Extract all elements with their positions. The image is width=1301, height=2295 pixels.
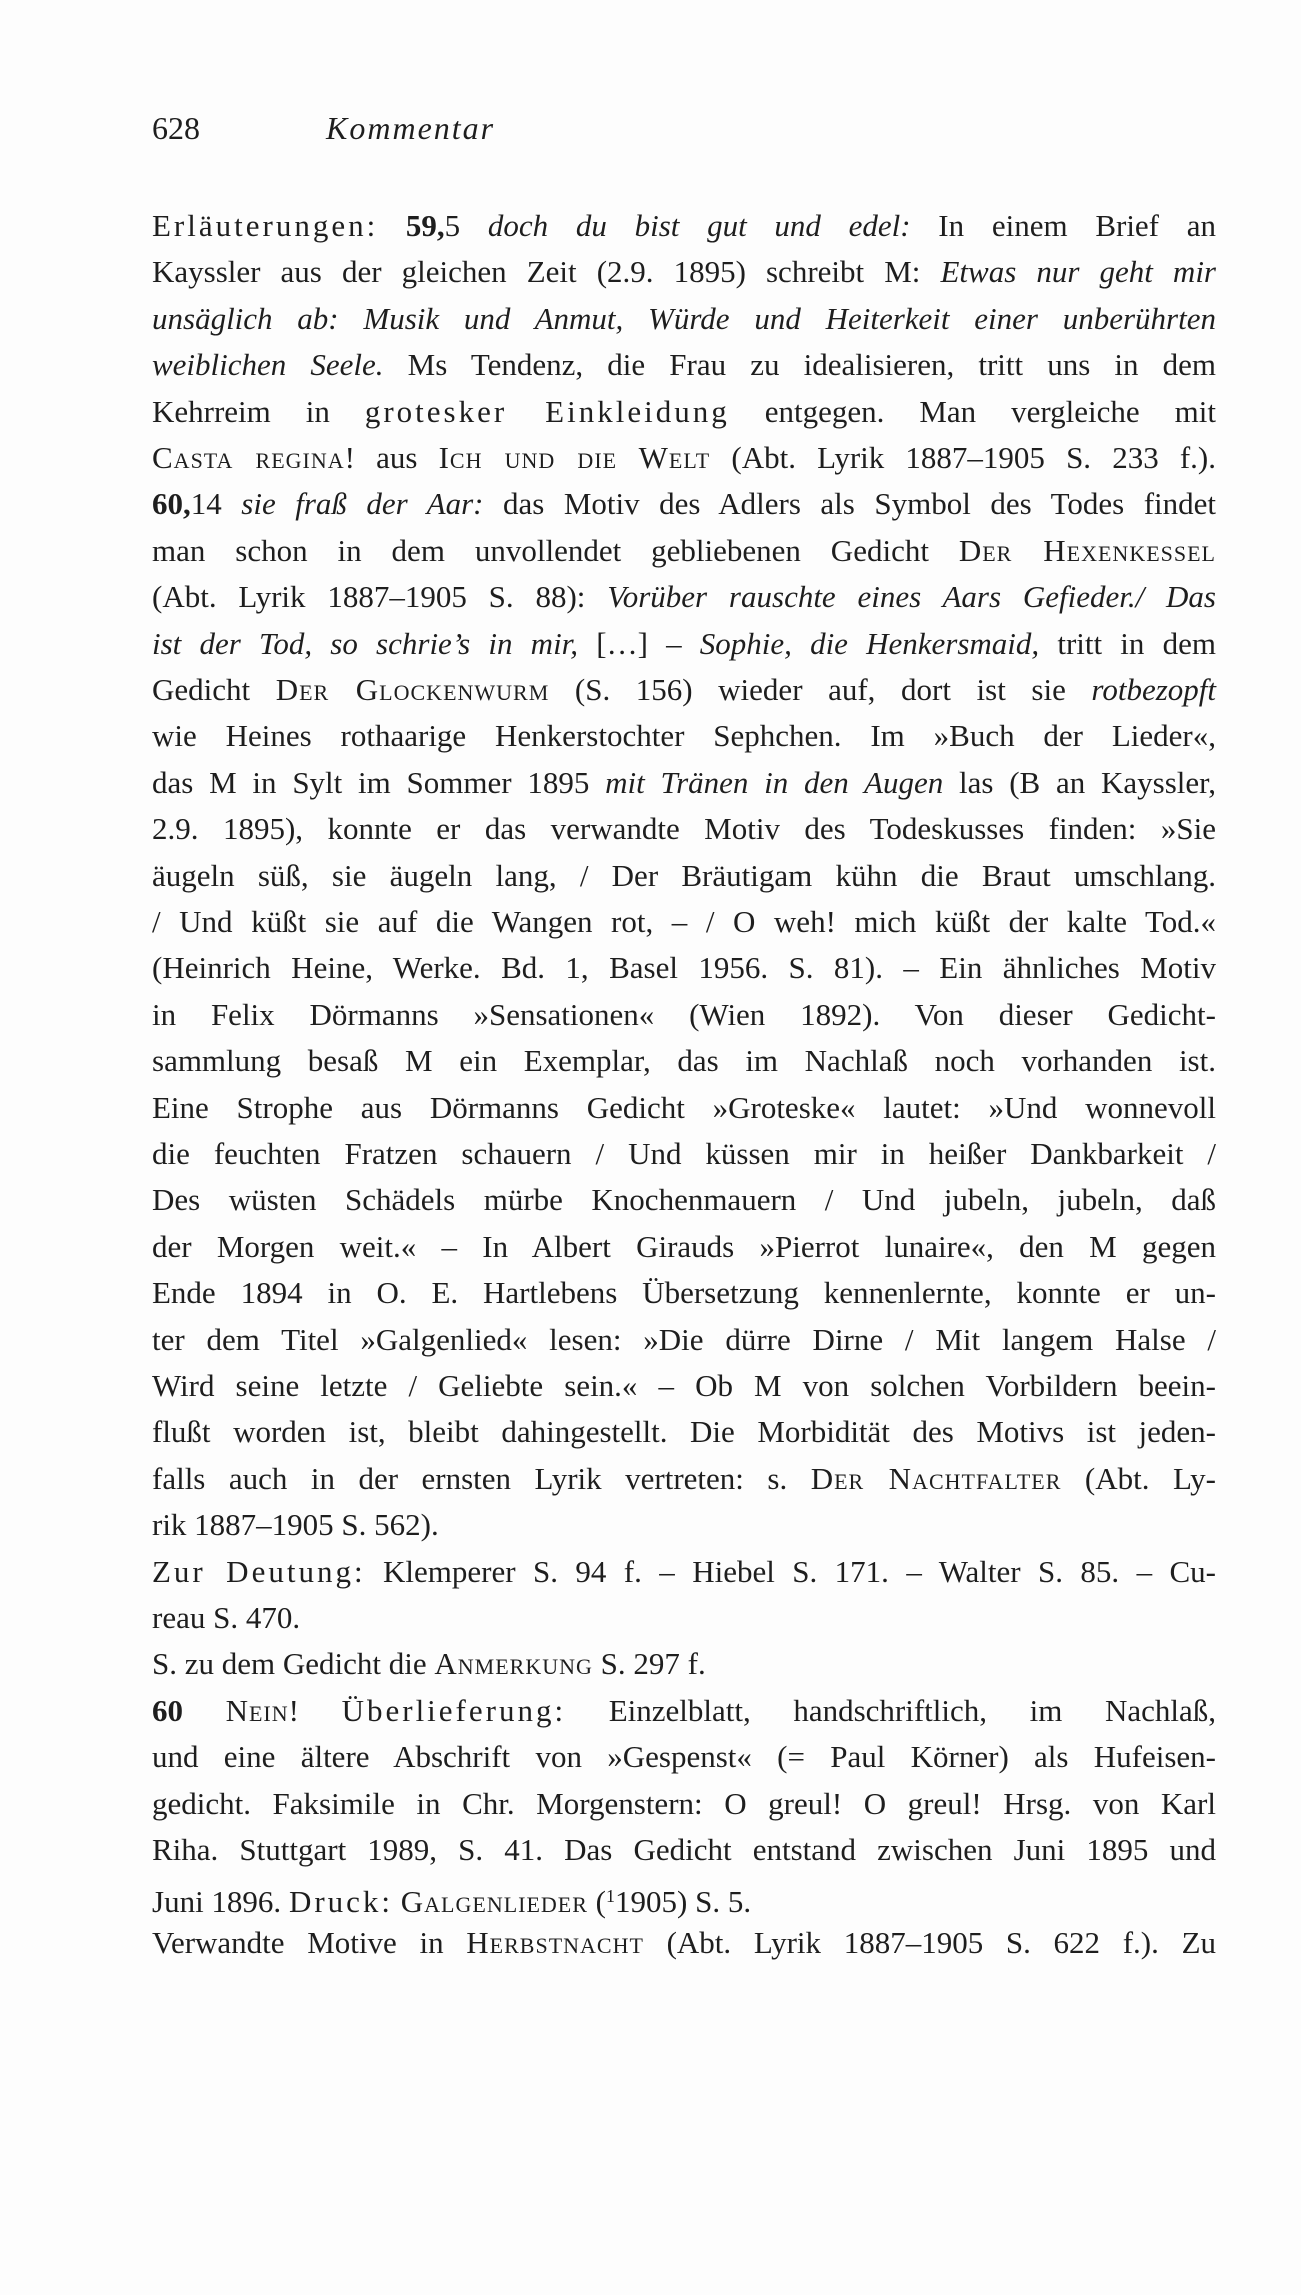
- text-segment: Der Nachtfalter: [810, 1460, 1062, 1496]
- text-segment: Riha. Stuttgart 1989, S. 41. Das Gedicht entstand zwischen Juni 1895 und: [152, 1832, 1216, 1867]
- text-segment: wie Heines rothaarige Henkerstochter Sephchen. Im »Buch der Lieder«,: [152, 718, 1216, 754]
- text-segment: sie fraß der Aar:: [241, 486, 484, 522]
- text-line: [152, 672, 1216, 708]
- text-line: [152, 1832, 1216, 1868]
- text-segment: das Motiv des Adlers als Symbol des Todes findet: [483, 486, 1217, 522]
- text-segment: [393, 1884, 401, 1919]
- text-segment: die feuchten Fratzen schauern / Und küssen mir in heißer Dankbarkeit /: [152, 1136, 1216, 1171]
- text-segment: reau S. 470.: [152, 1600, 301, 1635]
- text-line: [152, 301, 1216, 337]
- text-segment: Kayssler aus der gleichen Zeit (2.9. 1895) schreibt M:: [152, 254, 941, 290]
- text-line: [152, 579, 1216, 615]
- text-segment: unsäglich ab: Musik und Anmut, Würde und Heiterkeit einer unberührten: [152, 300, 1216, 336]
- running-title: Kommentar: [326, 110, 496, 146]
- text-line: [152, 1136, 1216, 1172]
- text-segment: grotesker Einkleidung: [364, 393, 730, 429]
- text-segment: Vorüber rauschte eines Aars Gefieder./ Das: [607, 579, 1216, 615]
- text-segment: 14: [190, 486, 242, 522]
- text-segment: ! aus: [344, 440, 439, 475]
- text-segment: Gedicht: [152, 672, 276, 707]
- text-line: [152, 858, 1216, 894]
- text-line: [152, 1693, 1216, 1729]
- text-segment: / Und küßt sie auf die Wangen rot, – / O weh! mich küßt der kalte Tod.«: [152, 904, 1216, 939]
- text-segment: äugeln süß, sie äugeln lang, / Der Bräutigam kühn die Braut umschlang.: [152, 857, 1216, 893]
- text-segment: Einzelblatt, handschriftlich, im Nachlaß,: [566, 1692, 1216, 1728]
- text-line: [152, 486, 1216, 522]
- text-segment: falls auch in der ernsten Lyrik vertreten: s.: [152, 1460, 811, 1496]
- text-segment: Überlieferung:: [341, 1692, 567, 1728]
- text-segment: Ms Tendenz, die Frau zu idealisieren, tritt uns in dem: [383, 347, 1216, 383]
- text-line: [152, 1414, 1216, 1450]
- text-segment: [183, 1693, 226, 1728]
- text-line: [152, 1461, 1216, 1497]
- text-segment: das M in Sylt im Sommer 1895: [152, 764, 606, 800]
- text-segment: 1: [606, 1886, 615, 1907]
- text-segment: mit Tränen in den Augen: [605, 764, 944, 800]
- text-line: [152, 626, 1216, 662]
- text-line: [152, 765, 1216, 801]
- text-segment: Galgenlieder: [400, 1884, 588, 1920]
- text-line: [152, 347, 1216, 383]
- text-segment: und eine ältere Abschrift von »Gespenst« (= Paul Körner) als Hufeisen-: [152, 1739, 1216, 1775]
- text-line: [152, 1368, 1216, 1404]
- text-line: [152, 1090, 1216, 1126]
- text-segment: ter dem Titel »Galgenlied« lesen: »Die dürre Dirne / Mit langem Halse /: [152, 1321, 1216, 1357]
- text-line: [152, 1739, 1216, 1775]
- text-segment: Casta regina: [152, 440, 345, 475]
- text-segment: tritt in dem: [1039, 625, 1216, 661]
- text-segment: 60: [152, 1692, 183, 1728]
- text-segment: ist der Tod, so schrie’s in mir,: [152, 625, 579, 661]
- text-line: [152, 1182, 1216, 1218]
- text-segment: (Abt. Lyrik 1887–1905 S. 622 f.). Zu: [643, 1924, 1217, 1960]
- page-number: 628: [152, 110, 200, 146]
- text-line: [152, 254, 1216, 290]
- text-segment: Juni 1896.: [152, 1884, 289, 1920]
- text-segment: gedicht. Faksimile in Chr. Morgenstern: O greul! O greul! Hrsg. von Karl: [152, 1785, 1216, 1821]
- text-line: [152, 1043, 1216, 1079]
- text-segment: (Abt. Ly-: [1061, 1460, 1217, 1496]
- text-segment: in Felix Dörmanns »Sensationen« (Wien 1892). Von dieser Gedicht-: [152, 996, 1216, 1032]
- text-line: [152, 997, 1216, 1033]
- text-segment: !: [288, 1692, 342, 1728]
- text-segment: Erläuterungen:: [152, 208, 379, 243]
- text-segment: rik 1887–1905 S. 562).: [152, 1507, 439, 1543]
- text-line: [152, 1554, 1216, 1590]
- text-segment: Eine Strophe aus Dörmanns Gedicht »Groteske« lautet: »Und wonnevoll: [152, 1089, 1216, 1125]
- text-segment: Anmerkung: [434, 1646, 593, 1682]
- text-segment: Nein: [225, 1692, 289, 1728]
- text-segment: las (B an Kayssler,: [943, 764, 1216, 800]
- text-line: [152, 904, 1216, 940]
- text-segment: (: [587, 1884, 606, 1920]
- text-segment: 2.9. 1895), konnte er das verwandte Motiv des Todeskusses finden: »Sie: [152, 811, 1216, 847]
- text-segment: Etwas nur geht mir: [940, 254, 1216, 290]
- text-segment: Herbstnacht: [466, 1924, 644, 1960]
- text-segment: 5: [444, 208, 488, 243]
- text-line: [152, 811, 1216, 847]
- text-line: [152, 440, 1216, 476]
- text-segment: Des wüsten Schädels mürbe Knochenmauern / Und jubeln, jubeln, daß: [152, 1182, 1216, 1218]
- text-segment: 60,: [152, 486, 191, 522]
- text-segment: flußt worden ist, bleibt dahingestellt. Die Morbidität des Motivs ist jeden-: [152, 1414, 1216, 1450]
- text-segment: Klemperer S. 94 f. – Hiebel S. 171. – Walter S. 85. – Cu-: [365, 1553, 1216, 1589]
- text-segment: S. 297 f.: [592, 1646, 706, 1682]
- text-segment: 59,: [405, 208, 445, 243]
- text-line: [152, 1646, 1216, 1682]
- text-line: [152, 1786, 1216, 1822]
- text-segment: (S. 156) wieder auf, dort ist sie: [549, 672, 1092, 707]
- text-segment: […] –: [578, 625, 700, 661]
- text-segment: Druck:: [288, 1884, 394, 1920]
- text-segment: entgegen. Man vergleiche mit: [729, 393, 1216, 429]
- text-segment: [378, 208, 406, 243]
- text-segment: man schon in dem unvollendet gebliebenen Gedicht: [152, 532, 959, 568]
- text-segment: 1905) S. 5.: [615, 1884, 752, 1920]
- text-segment: In einem Brief an: [910, 208, 1216, 243]
- text-segment: (Heinrich Heine, Werke. Bd. 1, Basel 1956. S. 81). – Ein ähnliches Motiv: [152, 950, 1216, 986]
- text-line: [152, 1229, 1216, 1265]
- text-segment: Sophie, die Henkersmaid,: [699, 625, 1040, 661]
- text-line: [152, 208, 1216, 244]
- text-segment: Ende 1894 in O. E. Hartlebens Übersetzung kennenlernte, konnte er un-: [152, 1275, 1216, 1311]
- text-line: [152, 1322, 1216, 1358]
- text-segment: Kehrreim in: [152, 393, 365, 429]
- text-line: [152, 950, 1216, 986]
- text-segment: rotbezopft: [1091, 672, 1216, 707]
- text-line: [152, 1878, 1216, 1920]
- text-segment: sammlung besaß M ein Exemplar, das im Nachlaß noch vorhanden ist.: [152, 1043, 1216, 1079]
- text-line: [152, 1600, 1216, 1636]
- text-segment: der Morgen weit.« – In Albert Girauds »Pierrot lunaire«, den M gegen: [152, 1228, 1216, 1264]
- text-segment: weiblichen Seele.: [152, 347, 384, 383]
- text-line: [152, 1275, 1216, 1311]
- text-segment: Zur Deutung:: [152, 1553, 366, 1589]
- text-line: [152, 1925, 1216, 1961]
- text-segment: Verwandte Motive in: [152, 1924, 467, 1960]
- text-segment: doch du bist gut und edel:: [487, 208, 911, 243]
- text-segment: (Abt. Lyrik 1887–1905 S. 88):: [152, 579, 608, 615]
- text-line: [152, 718, 1216, 754]
- text-segment: Wird seine letzte / Geliebte sein.« – Ob M von solchen Vorbildern beein-: [152, 1368, 1216, 1403]
- text-line: [152, 1507, 1216, 1543]
- text-segment: Ich und die Welt: [438, 440, 711, 475]
- text-segment: Der Glockenwurm: [275, 672, 550, 707]
- text-segment: S. zu dem Gedicht die: [152, 1646, 435, 1682]
- text-segment: (Abt. Lyrik 1887–1905 S. 233 f.).: [710, 440, 1217, 475]
- text-line: [152, 394, 1216, 430]
- text-line: [152, 533, 1216, 569]
- text-segment: Der Hexenkessel: [958, 532, 1216, 568]
